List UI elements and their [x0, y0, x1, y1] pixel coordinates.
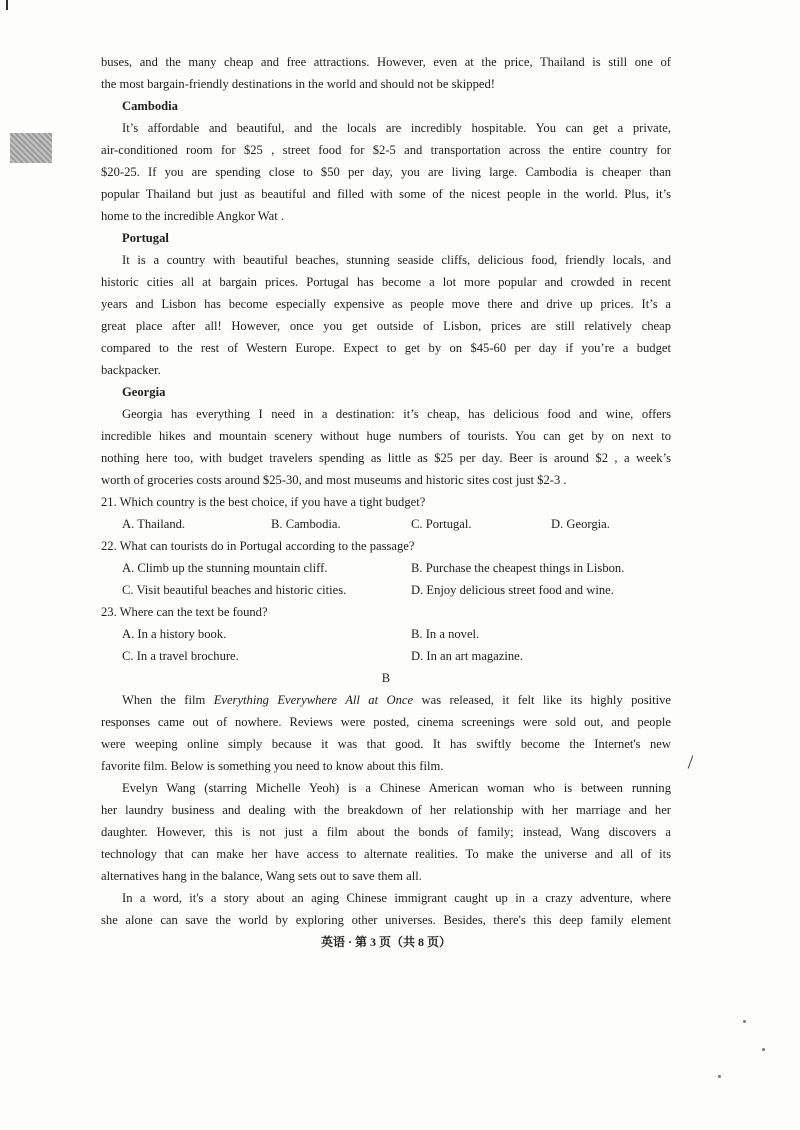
question-22-option-b: B. Purchase the cheapest things in Lisbon.: [411, 561, 625, 575]
cambodia-line: popular Thailand but just as beautiful and filled with some of the nicest people in the world. Plus, it’s: [101, 187, 671, 201]
question-21-option-b: B. Cambodia.: [271, 517, 341, 531]
passage-b-line: Evelyn Wang (starring Michelle Yeoh) is a Chinese American woman who is between running: [122, 781, 671, 795]
question-23-option-d: D. In an art magazine.: [411, 649, 523, 663]
cambodia-line: air-conditioned room for $25 , street food for $2-5 and transportation across the entire country for: [101, 143, 671, 157]
passage-b-line: her laundry business and dealing with the breakdown of her relationship with her marriage and her: [101, 803, 671, 817]
question-22-option-c: C. Visit beautiful beaches and historic cities.: [122, 583, 347, 597]
portugal-line: historic cities all at bargain prices. Portugal has become a lot more popular and crowded in recent: [101, 275, 671, 289]
portugal-line: It is a country with beautiful beaches, stunning seaside cliffs, delicious food, friendly locals, and: [122, 253, 671, 267]
cambodia-line: $20-25. If you are spending close to $50 per day, you are living large. Cambodia is cheaper than: [101, 165, 671, 179]
passage-b-line: technology that can make her have access to alternate realities. To make the universe and all of its: [101, 847, 671, 861]
scan-mark: [6, 0, 8, 10]
georgia-line: Georgia has everything I need in a destination: it’s cheap, has delicious food and wine, offers: [122, 407, 671, 421]
cambodia-line: It’s affordable and beautiful, and the locals are incredibly hospitable. You can get a private,: [122, 121, 671, 135]
question-23-option-b: B. In a novel.: [411, 627, 480, 641]
intro-line: buses, and the many cheap and free attractions. However, even at the price, Thailand is still one of: [101, 55, 671, 69]
passage-b-line: When the film Everything Everywhere All at Once was released, it felt like its highly positive: [122, 693, 671, 707]
passage-b-line: she alone can save the world by exploring other universes. Besides, there's this deep family element: [101, 913, 671, 927]
passage-b-line: were weeping online simply because it was that good. It has swiftly become the Internet's new: [101, 737, 671, 751]
film-title: Everything Everywhere All at Once: [213, 693, 414, 707]
question-22-option-d: D. Enjoy delicious street food and wine.: [411, 583, 614, 597]
passage-b-line: In a word, it's a story about an aging Chinese immigrant caught up in a crazy adventure, where: [122, 891, 671, 905]
passage-b-line: favorite film. Below is something you need to know about this film.: [101, 759, 444, 773]
scan-dot: [718, 1075, 721, 1078]
question-21-option-c: C. Portugal.: [411, 517, 472, 531]
question-23-option-c: C. In a travel brochure.: [122, 649, 239, 663]
question-22-stem: 22. What can tourists do in Portugal according to the passage?: [101, 539, 415, 553]
portugal-line: backpacker.: [101, 363, 161, 377]
scan-artifact: [10, 133, 52, 163]
question-21-option-d: D. Georgia.: [551, 517, 610, 531]
question-23-option-a: A. In a history book.: [122, 627, 227, 641]
passage-b-line: daughter. However, this is not just a film about the bonds of family; instead, Wang discovers a: [101, 825, 671, 839]
question-21-option-a: A. Thailand.: [122, 517, 186, 531]
page-footer: 英语 · 第 3 页（共 8 页）: [320, 935, 451, 949]
passage-b-line: responses came out of nowhere. Reviews were posted, cinema screenings were sold out, and people: [101, 715, 671, 729]
question-21-stem: 21. Which country is the best choice, if you have a tight budget?: [101, 495, 426, 509]
question-22-option-a: A. Climb up the stunning mountain cliff.: [122, 561, 328, 575]
cambodia-heading: Cambodia: [122, 99, 178, 113]
intro-line: the most bargain-friendly destinations in the world and should not be skipped!: [101, 77, 495, 91]
passage-b-label: B: [381, 671, 391, 685]
cambodia-line: home to the incredible Angkor Wat .: [101, 209, 285, 223]
scan-dot: [762, 1048, 765, 1051]
portugal-line: great place after all! However, once you get outside of Lisbon, prices are still relatively cheap: [101, 319, 671, 333]
georgia-heading: Georgia: [122, 385, 166, 399]
passage-b-line: alternatives hang in the balance, Wang sets out to save them all.: [101, 869, 422, 883]
question-23-stem: 23. Where can the text be found?: [101, 605, 268, 619]
portugal-heading: Portugal: [122, 231, 169, 245]
georgia-line: worth of groceries costs around $25-30, and most museums and historic sites cost just $2-3 .: [101, 473, 567, 487]
portugal-line: compared to the rest of Western Europe. Expect to get by on $45-60 per day if you’re a budget: [101, 341, 671, 355]
portugal-line: years and Lisbon has become especially expensive as people move there and drive up prices. It’s a: [101, 297, 671, 311]
scan-dot: [743, 1020, 746, 1023]
pen-mark: [688, 755, 694, 768]
georgia-line: nothing here too, with budget travelers spending as little as $25 per day. Beer is around $2 , a week’s: [101, 451, 671, 465]
georgia-line: incredible hikes and mountain scenery without huge numbers of tourists. You can get by on next to: [101, 429, 671, 443]
